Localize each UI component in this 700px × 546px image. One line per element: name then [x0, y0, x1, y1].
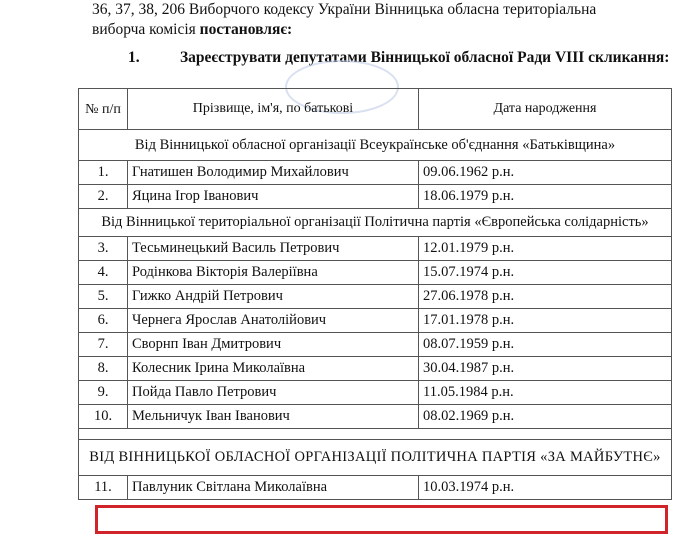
row-name: Павлуник Світлана Миколаївна: [128, 476, 419, 500]
section-title-row: [79, 130, 672, 161]
section-title-row: [79, 209, 672, 237]
spacer-cell: [79, 429, 672, 440]
spacer-row: [79, 429, 672, 440]
row-name: Родінкова Вікторія Валеріївна: [128, 261, 419, 285]
row-number: 10.: [79, 405, 128, 429]
row-name: Колесник Ірина Миколаївна: [128, 357, 419, 381]
row-date: 30.04.1987 р.н.: [419, 357, 672, 381]
row-number: 7.: [79, 333, 128, 357]
row-name: Яцина Ігор Іванович: [128, 185, 419, 209]
section-title: Від Вінницької обласної організації Всеукраїнське об'єднання «Батьківщина»: [79, 130, 672, 161]
row-number: 8.: [79, 357, 128, 381]
resolution-number: 1.: [128, 49, 140, 66]
deputies-table: [78, 88, 672, 500]
header-name: Прізвище, ім'я, по батькові: [128, 89, 419, 130]
row-name: Сворнп Іван Дмитрович: [128, 333, 419, 357]
row-name: Чернега Ярослав Анатолійович: [128, 309, 419, 333]
table-row: [79, 476, 672, 500]
table-header-row: [79, 89, 672, 130]
intro-line-1: 36, 37, 38, 206 Виборчого кодексу України Вінницька обласна територіальна: [92, 1, 597, 18]
row-date: 10.03.1974 р.н.: [419, 476, 672, 500]
row-number: 9.: [79, 381, 128, 405]
row-number: 11.: [79, 476, 128, 500]
row-number: 3.: [79, 237, 128, 261]
table-row: [79, 309, 672, 333]
row-number: 5.: [79, 285, 128, 309]
table-row: [79, 261, 672, 285]
section-title-row: [79, 440, 672, 476]
section-title: ВІД ВІННИЦЬКОЇ ОБЛАСНОЇ ОРГАНІЗАЦІЇ ПОЛІТИЧНА ПАРТІЯ «ЗА МАЙБУТНЄ»: [79, 440, 672, 476]
table-row: [79, 185, 672, 209]
resolution-text: Зареєструвати депутатами Вінницької обласної Ради VIII скликання:: [180, 49, 670, 66]
intro-text: [92, 0, 672, 40]
intro-line-2-text: виборча комісія: [92, 21, 200, 38]
row-name: Гижко Андрій Петрович: [128, 285, 419, 309]
row-number: 1.: [79, 161, 128, 185]
row-date: 08.07.1959 р.н.: [419, 333, 672, 357]
section-title: Від Вінницької територіальної організації Політична партія «Європейська солідарність»: [79, 209, 672, 237]
row-name: Тесьминецький Василь Петрович: [128, 237, 419, 261]
row-number: 2.: [79, 185, 128, 209]
table-row: [79, 357, 672, 381]
table-row: [79, 237, 672, 261]
row-number: 6.: [79, 309, 128, 333]
row-date: 12.01.1979 р.н.: [419, 237, 672, 261]
row-date: 08.02.1969 р.н.: [419, 405, 672, 429]
highlight-box: [95, 505, 668, 534]
row-name: Мельничук Іван Іванович: [128, 405, 419, 429]
table-row: [79, 333, 672, 357]
row-name: Гнатишен Володимир Михайлович: [128, 161, 419, 185]
row-date: 15.07.1974 р.н.: [419, 261, 672, 285]
table-row: [79, 381, 672, 405]
row-number: 4.: [79, 261, 128, 285]
resolution-item-1: [128, 48, 673, 67]
table-row: [79, 405, 672, 429]
row-date: 09.06.1962 р.н.: [419, 161, 672, 185]
table-row: [79, 285, 672, 309]
row-date: 18.06.1979 р.н.: [419, 185, 672, 209]
row-date: 11.05.1984 р.н.: [419, 381, 672, 405]
table-row: [79, 161, 672, 185]
row-name: Пойда Павло Петрович: [128, 381, 419, 405]
row-date: 17.01.1978 р.н.: [419, 309, 672, 333]
intro-line-2: [92, 20, 672, 40]
row-date: 27.06.1978 р.н.: [419, 285, 672, 309]
intro-decision-word: постановляє:: [199, 21, 293, 38]
header-number: № п/п: [79, 89, 128, 130]
header-date: Дата народження: [419, 89, 672, 130]
